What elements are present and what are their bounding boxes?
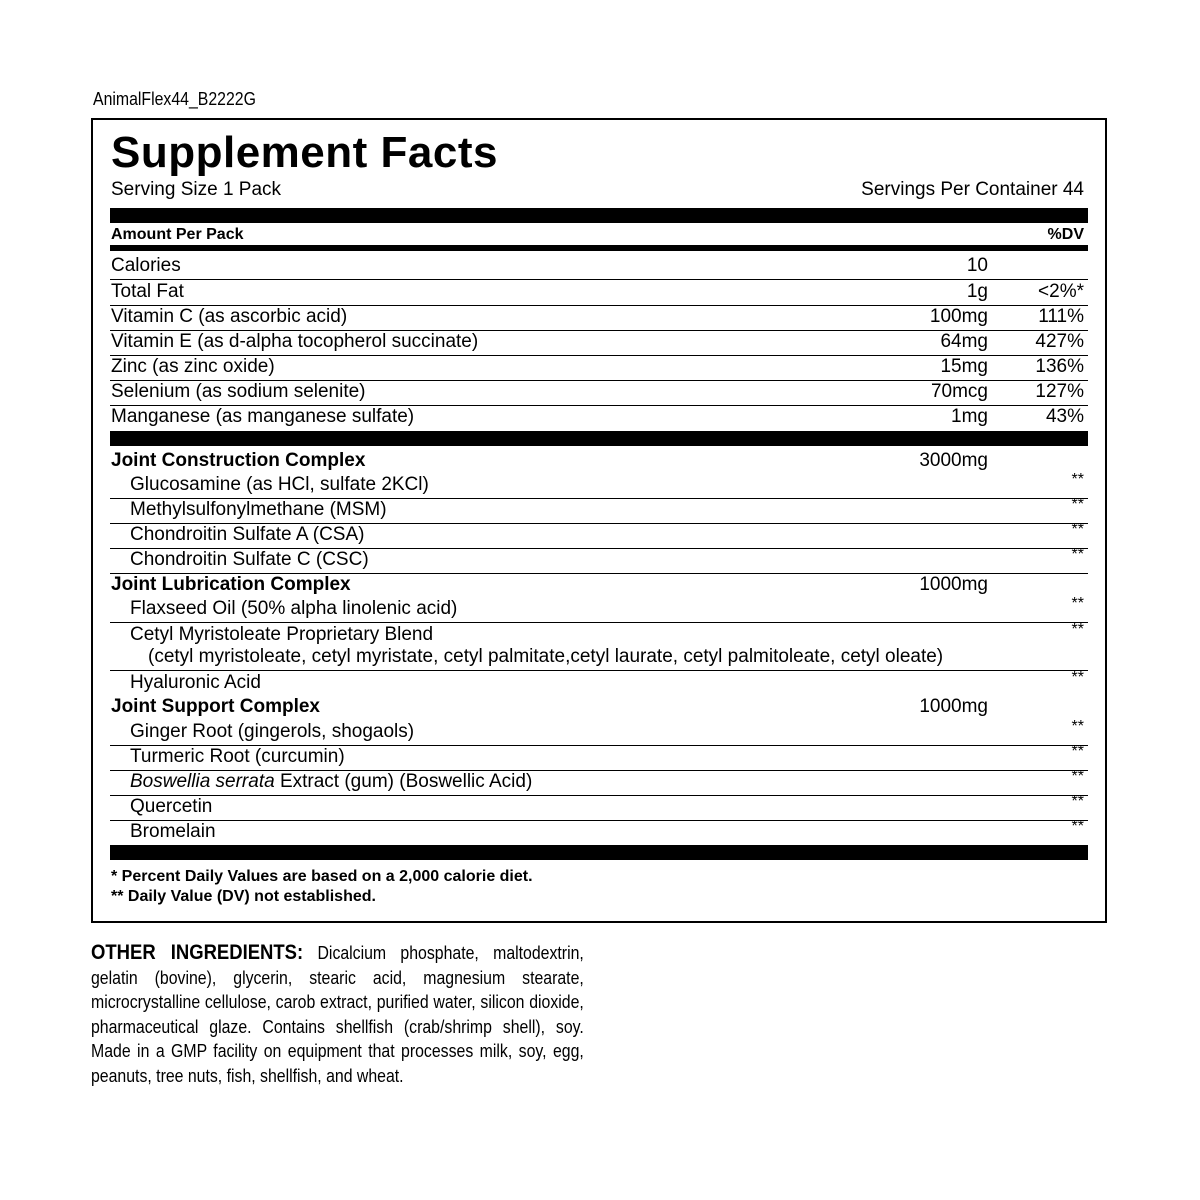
- ingredient-name: Ginger Root (gingerols, shogaols): [130, 721, 415, 742]
- other-ingredients: [91, 941, 586, 1088]
- other-ingredients-text: Dicalcium phosphate, maltodextrin, gelatin (bovine), glycerin, stearic acid, magnesium stearate, microcrystalline cellulose, carob extract, purified water, silicon dioxide, pharmaceutical glaze. Contains shellfish (crab/shrimp shell), soy. Made in a GMP facility on equipment that processes milk, soy, egg, peanuts, tree nuts, fish, shellfish, and wheat.: [91, 943, 584, 1086]
- nutrient-name: Vitamin C (as ascorbic acid): [111, 306, 348, 327]
- supplement-facts-panel: [91, 118, 1107, 923]
- nutrient-row: [110, 330, 1088, 356]
- ingredient-dv: **: [1071, 669, 1084, 686]
- nutrient-name: Calories: [111, 255, 181, 276]
- ingredient-name: Methylsulfonylmethane (MSM): [130, 499, 387, 520]
- ingredient-dv: **: [1071, 793, 1084, 810]
- facts-title: Supplement Facts: [111, 128, 498, 177]
- ingredient-detail: (cetyl myristoleate, cetyl myristate, cetyl palmitate,cetyl laurate, cetyl palmitoleate, cetyl oleate): [148, 646, 944, 667]
- complex-row: [110, 449, 1088, 474]
- nutrient-row: [110, 305, 1088, 331]
- header-divider: [110, 245, 1088, 251]
- ingredient-row: [110, 671, 1088, 696]
- complex-name: Joint Lubrication Complex: [111, 574, 351, 595]
- nutrient-row: [110, 405, 1088, 430]
- complex-amount: 3000mg: [919, 450, 988, 471]
- nutrient-row: [110, 254, 1088, 280]
- complex-amount: 1000mg: [919, 696, 988, 717]
- ingredient-row: [110, 548, 1088, 574]
- nutrient-dv: 43%: [1045, 406, 1084, 427]
- ingredient-dv: **: [1071, 743, 1084, 760]
- nutrient-row: [110, 380, 1088, 406]
- ingredient-dv: **: [1071, 546, 1084, 563]
- nutrient-dv: <2%*: [1038, 281, 1084, 302]
- nutrient-dv: 127%: [1035, 381, 1084, 402]
- complex-name: Joint Support Complex: [111, 696, 320, 717]
- nutrient-dv: 427%: [1035, 331, 1084, 352]
- complex-amount: 1000mg: [919, 574, 988, 595]
- ingredient-name: Glucosamine (as HCl, sulfate 2KCl): [130, 474, 429, 495]
- nutrient-amount: 64mg: [940, 331, 988, 352]
- ingredient-name: Cetyl Myristoleate Proprietary Blend: [130, 624, 434, 645]
- nutrient-row: [110, 280, 1088, 306]
- ingredient-row: [110, 720, 1088, 746]
- nutrient-dv: 136%: [1035, 356, 1084, 377]
- complex-row: [110, 573, 1088, 598]
- nutrient-amount: 10: [966, 255, 988, 276]
- ingredient-name: [130, 771, 532, 793]
- thick-divider: [110, 845, 1088, 860]
- ingredient-dv: **: [1071, 496, 1084, 513]
- ingredient-name-italic: Boswellia serrata: [130, 771, 275, 792]
- ingredient-dv: **: [1071, 595, 1084, 612]
- nutrient-row: [110, 355, 1088, 381]
- ingredient-row: [110, 623, 1088, 671]
- nutrient-amount: 100mg: [929, 306, 988, 327]
- ingredient-dv: **: [1071, 621, 1084, 638]
- nutrient-amount: 70mcg: [930, 381, 988, 402]
- dv-header-label: %DV: [1047, 226, 1084, 243]
- nutrient-name: Selenium (as sodium selenite): [111, 381, 366, 402]
- ingredient-dv: **: [1071, 818, 1084, 835]
- thick-divider: [110, 431, 1088, 446]
- complex-row: [110, 695, 1088, 720]
- amount-header-row: [111, 225, 1084, 245]
- nutrient-amount: 15mg: [940, 356, 988, 377]
- ingredient-dv: **: [1071, 718, 1084, 735]
- ingredient-name-rest: Extract (gum) (Boswellic Acid): [274, 771, 533, 792]
- product-code: AnimalFlex44_B2222G: [93, 89, 256, 109]
- thick-divider: [110, 208, 1088, 223]
- ingredient-row: [110, 745, 1088, 771]
- ingredient-dv: **: [1071, 521, 1084, 538]
- ingredient-row: [110, 523, 1088, 549]
- serving-size: Serving Size 1 Pack: [111, 179, 282, 200]
- ingredient-row: [110, 820, 1088, 845]
- ingredient-name: Hyaluronic Acid: [130, 672, 261, 693]
- footnotes: [111, 867, 533, 907]
- ingredient-row: [110, 795, 1088, 821]
- amount-per-pack-label: Amount Per Pack: [111, 226, 244, 243]
- nutrient-name: Zinc (as zinc oxide): [111, 356, 275, 377]
- footnote-dv-basis: * Percent Daily Values are based on a 2,000 calorie diet.: [111, 868, 533, 885]
- ingredient-name: Chondroitin Sulfate A (CSA): [130, 524, 365, 545]
- complex-name: Joint Construction Complex: [111, 450, 366, 471]
- ingredient-name: Quercetin: [130, 796, 213, 817]
- ingredient-name: Bromelain: [130, 821, 216, 842]
- nutrient-amount: 1mg: [951, 406, 988, 427]
- nutrient-name: Total Fat: [111, 281, 184, 302]
- servings-per-container: Servings Per Container 44: [861, 179, 1084, 200]
- footnote-dv-not-established: ** Daily Value (DV) not established.: [111, 888, 376, 905]
- ingredient-name: Flaxseed Oil (50% alpha linolenic acid): [130, 598, 458, 619]
- nutrient-dv: 111%: [1038, 306, 1084, 327]
- ingredient-dv: **: [1071, 471, 1084, 488]
- ingredient-dv: **: [1071, 768, 1084, 785]
- nutrient-amount: 1g: [966, 281, 988, 302]
- ingredient-row: [110, 597, 1088, 623]
- ingredient-row: [110, 770, 1088, 796]
- other-ingredients-label: OTHER INGREDIENTS:: [91, 941, 304, 964]
- ingredient-row: [110, 473, 1088, 499]
- ingredient-name: Chondroitin Sulfate C (CSC): [130, 549, 369, 570]
- nutrient-name: Manganese (as manganese sulfate): [111, 406, 415, 427]
- nutrient-name: Vitamin E (as d-alpha tocopherol succinate): [111, 331, 479, 352]
- ingredient-name: Turmeric Root (curcumin): [130, 746, 345, 767]
- ingredient-row: [110, 498, 1088, 524]
